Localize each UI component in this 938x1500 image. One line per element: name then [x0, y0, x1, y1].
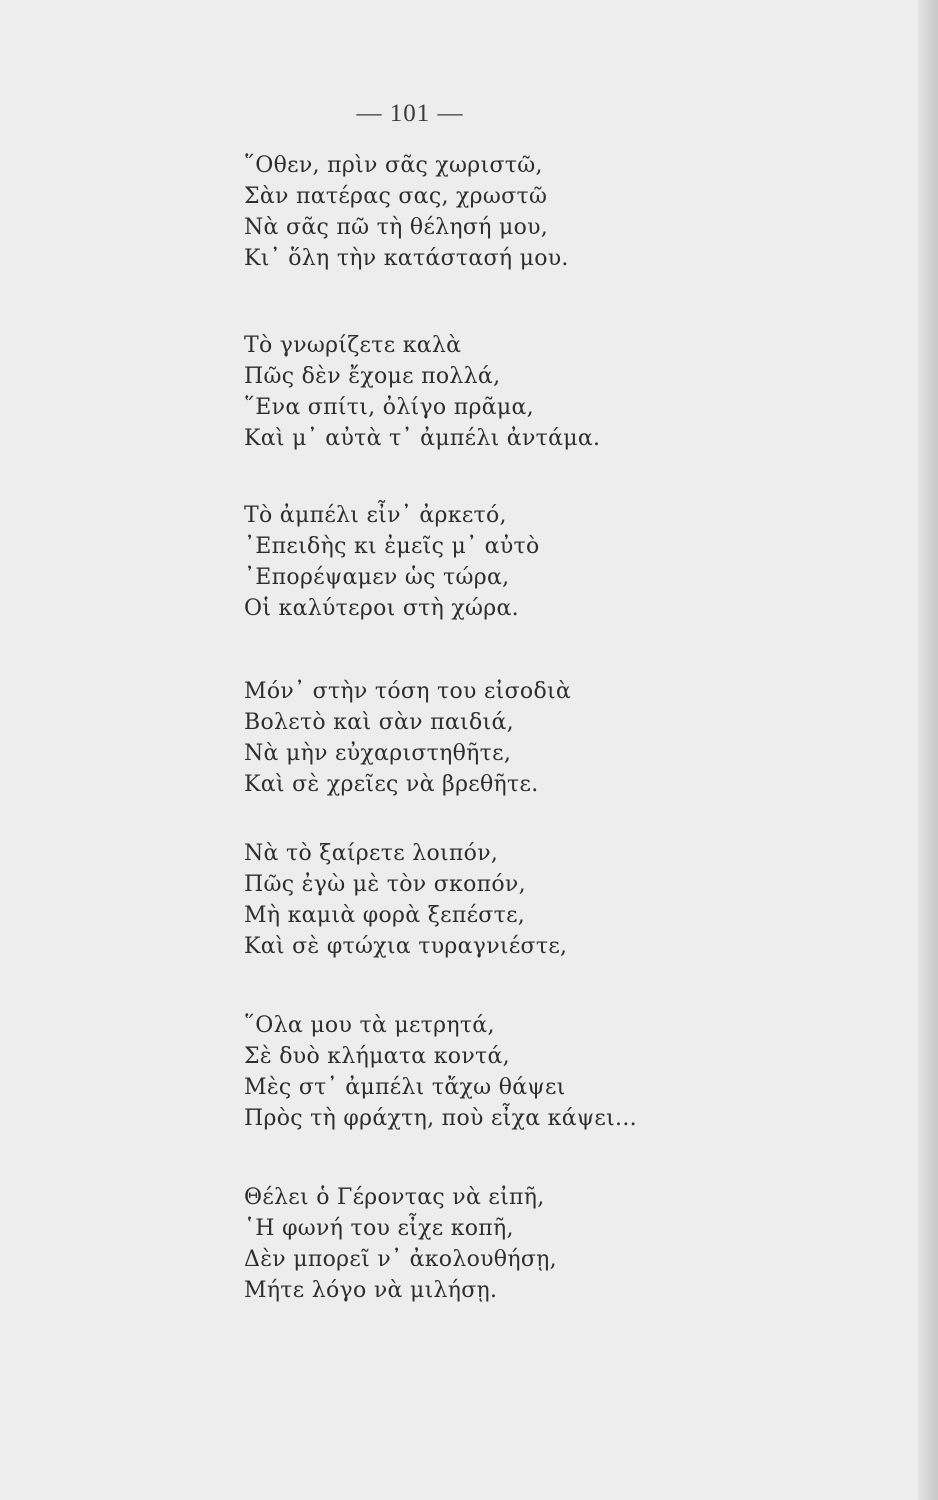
stanza-6 — [244, 1010, 637, 1134]
verse-line: ῞Ενα σπίτι, ὀλίγο πρᾶμα, — [244, 395, 534, 420]
verse-line: Μὴ καμιὰ φορὰ ξεπέστε, — [244, 903, 526, 928]
verse-line: Νὰ σᾶς πῶ τὴ θέλησή μου, — [244, 215, 549, 240]
verse-line: Τὸ γνωρίζετε καλὰ — [244, 333, 462, 358]
verse-line: Καὶ σὲ φτώχια τυραγνιέστε, — [244, 934, 568, 959]
stanza-3 — [244, 500, 540, 624]
verse-line: Μὲς στ᾿ ἀμπέλι τἄχω θάψει — [244, 1075, 566, 1100]
verse-line: Βολετὸ καὶ σὰν παιδιά, — [244, 710, 514, 735]
verse-line: Καὶ μ᾿ αὐτὰ τ᾿ ἀμπέλι ἀντάμα. — [244, 426, 601, 451]
verse-line: Πρὸς τὴ φράχτη, ποὺ εἶχα κάψει... — [244, 1106, 637, 1131]
verse-line: Τὸ ἀμπέλι εἶν᾿ ἀρκετό, — [244, 503, 507, 528]
stanza-4 — [244, 676, 571, 800]
verse-line: Σὰν πατέρας σας, χρωστῶ — [244, 184, 548, 209]
stanza-2 — [244, 330, 600, 454]
page-edge — [918, 0, 938, 1500]
verse-line: ῾Η φωνή του εἶχε κοπῆ, — [244, 1216, 514, 1241]
verse-line: Οἱ καλύτεροι στὴ χώρα. — [244, 596, 519, 621]
page-number: — 101 — — [356, 100, 464, 127]
stanza-5 — [244, 838, 567, 962]
verse-line: Μήτε λόγο νὰ μιλήσῃ. — [244, 1278, 498, 1303]
verse-line: Νὰ μὴν εὐχαριστηθῆτε, — [244, 741, 512, 766]
verse-line: ῞Οθεν, πρὶν σᾶς χωριστῶ, — [244, 153, 543, 178]
verse-line: ῞Ολα μου τὰ μετρητά, — [244, 1013, 495, 1038]
verse-line: Κι᾿ ὅλη τὴν κατάστασή μου. — [244, 246, 569, 271]
verse-line: Πῶς δὲν ἔχομε πολλά, — [244, 364, 501, 389]
stanza-1 — [244, 150, 569, 274]
stanza-7 — [244, 1182, 557, 1306]
verse-line: Σὲ δυὸ κλήματα κοντά, — [244, 1044, 510, 1069]
verse-line: Νὰ τὸ ξαίρετε λοιπόν, — [244, 841, 499, 866]
verse-line: ᾿Επειδὴς κι ἐμεῖς μ᾿ αὐτὸ — [244, 534, 540, 559]
verse-line: Δὲν μπορεῖ ν᾿ ἀκολουθήσῃ, — [244, 1247, 557, 1272]
verse-line: Μόν᾿ στὴν τόση του εἰσοδιὰ — [244, 679, 572, 704]
verse-line: Πῶς ἐγὼ μὲ τὸν σκοπόν, — [244, 872, 526, 897]
verse-line: ᾿Επορέψαμεν ὡς τώρα, — [244, 565, 510, 590]
verse-line: Καὶ σὲ χρεῖες νὰ βρεθῆτε. — [244, 772, 539, 797]
verse-line: Θέλει ὁ Γέροντας νὰ εἰπῆ, — [244, 1185, 545, 1210]
